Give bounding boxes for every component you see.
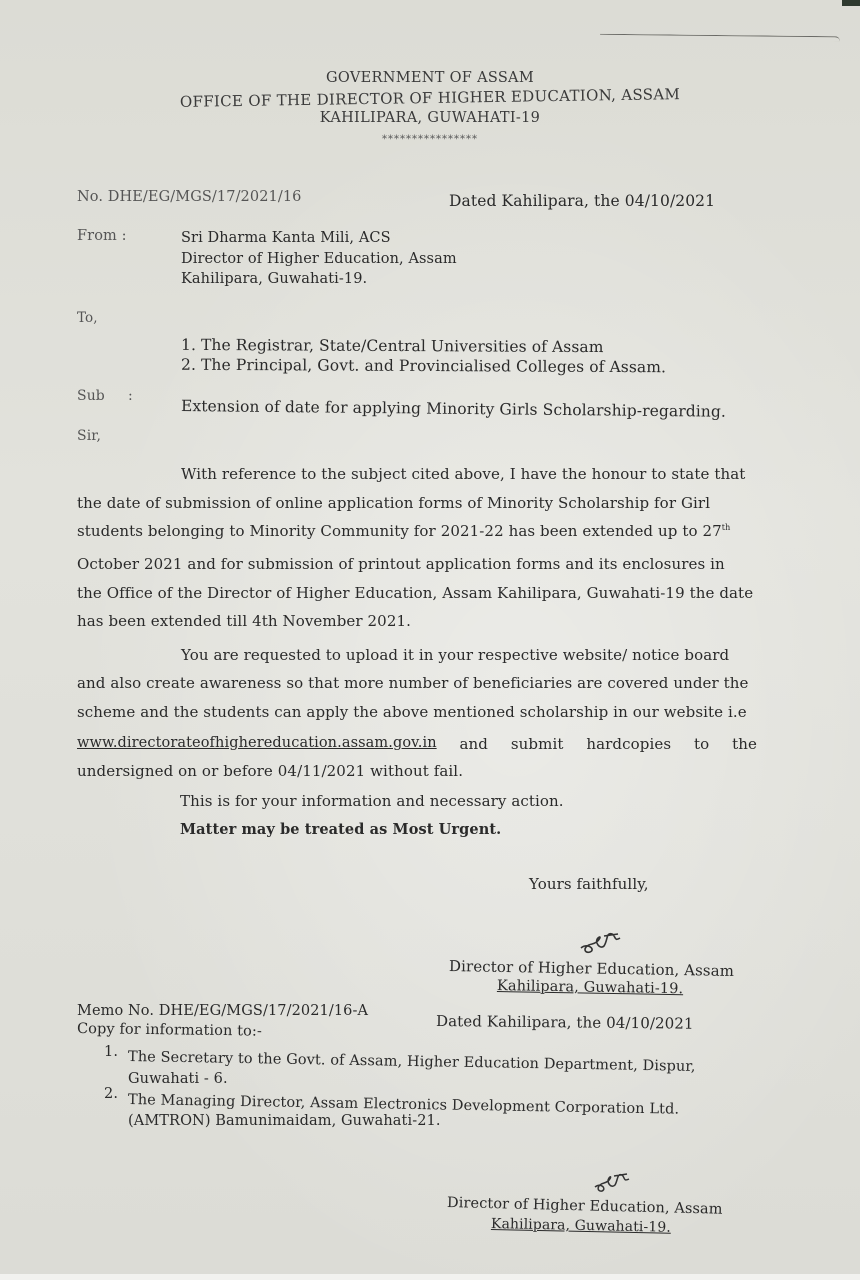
from-address: Kahilipara, Guwahati-19. (181, 271, 368, 287)
header-address: KAHILIPARA, GUWAHATI-19 (319, 110, 541, 126)
to-item-2: 2. The Principal, Govt. and Provincialised Colleges of Assam. (180, 355, 667, 377)
background-corner (842, 0, 860, 6)
subject-colon: : (128, 388, 133, 404)
copy-item-2-line2: (AMTRON) Bamunimaidam, Guwahati-21. (128, 1113, 441, 1129)
word-the: the (732, 735, 757, 753)
valediction: Yours faithfully, (529, 875, 649, 893)
body-para2-line4 (77, 735, 757, 753)
body-para2-line3: scheme and the students can apply the above mentioned scholarship in our website i.e (77, 703, 747, 721)
website-link[interactable]: www.directorateofhighereducation.assam.gov.in (77, 735, 437, 751)
word-and: and (459, 735, 489, 753)
urgent-line: Matter may be treated as Most Urgent. (180, 821, 502, 838)
signatory-title-2: Director of Higher Education, Assam (446, 1195, 723, 1218)
salutation: Sir, (77, 428, 102, 444)
body-para1-line3-text: students belonging to Minority Community for 2021-22 has been extended up to 27 (77, 522, 722, 540)
body-para1-line5: the Office of the Director of Higher Education, Assam Kahilipara, Guwahati-19 the date (77, 584, 754, 602)
body-para1-line4: October 2021 and for submission of printout application forms and its enclosures in (77, 555, 725, 573)
copy-item-2-num: 2. (104, 1086, 119, 1102)
body-para2-line1: You are requested to upload it in your respective website/ notice board (181, 646, 730, 664)
copy-item-1-num: 1. (104, 1044, 119, 1060)
body-para2-line2: and also create awareness so that more number of beneficiaries are covered under the (77, 674, 749, 692)
copy-item-1-line1: The Secretary to the Govt. of Assam, Higher Education Department, Dispur, (127, 1049, 696, 1075)
signatory-place-1: Kahilipara, Guwahati-19. (496, 978, 684, 998)
body-para1-line3 (77, 522, 730, 540)
subject-text: Extension of date for applying Minority Girls Scholarship-regarding. (180, 397, 727, 421)
word-submit: submit (510, 735, 564, 753)
header-stars: **************** (382, 134, 478, 145)
signatory-place-2: Kahilipara, Guwahati-19. (490, 1216, 672, 1236)
from-designation: Director of Higher Education, Assam (181, 251, 457, 267)
copy-item-2-line1: The Managing Director, Assam Electronics Development Corporation Ltd. (127, 1092, 680, 1118)
to-item-1: 1. The Registrar, State/Central Universities of Assam (180, 335, 604, 357)
from-label: From : (77, 228, 127, 244)
background-strip (0, 1274, 860, 1280)
word-hardcopies: hardcopies (586, 735, 672, 753)
signature-2 (592, 1170, 632, 1194)
header-government: GOVERNMENT OF ASSAM (326, 70, 534, 86)
signature-1 (578, 928, 624, 956)
body-para2-line5: undersigned on or before 04/11/2021 without fail. (77, 762, 464, 780)
memo-date: Dated Kahilipara, the 04/10/2021 (435, 1012, 694, 1033)
paper-fold-line (600, 34, 840, 42)
memo-number: Memo No. DHE/EG/MGS/17/2021/16-A (77, 1003, 369, 1019)
copy-label: Copy for information to:- (76, 1021, 263, 1040)
info-line: This is for your information and necessary action. (180, 792, 564, 810)
body-para1-line1: With reference to the subject cited above, I have the honour to state that (181, 465, 746, 483)
from-name: Sri Dharma Kanta Mili, ACS (181, 230, 391, 246)
word-to: to (694, 735, 710, 753)
reference-date: Dated Kahilipara, the 04/10/2021 (449, 192, 716, 210)
superscript-th: th (721, 523, 731, 532)
body-para1-line6: has been extended till 4th November 2021. (77, 612, 411, 630)
subject-label: Sub (77, 388, 105, 404)
body-para1-line2: the date of submission of online application forms of Minority Scholarship for Girl (77, 494, 711, 512)
copy-item-1-line2: Guwahati - 6. (128, 1071, 228, 1087)
to-label: To, (77, 310, 98, 326)
signatory-title-1: Director of Higher Education, Assam (448, 957, 735, 980)
reference-number: No. DHE/EG/MGS/17/2021/16 (77, 189, 302, 205)
header-office: OFFICE OF THE DIRECTOR OF HIGHER EDUCATION, ASSAM (179, 85, 681, 111)
